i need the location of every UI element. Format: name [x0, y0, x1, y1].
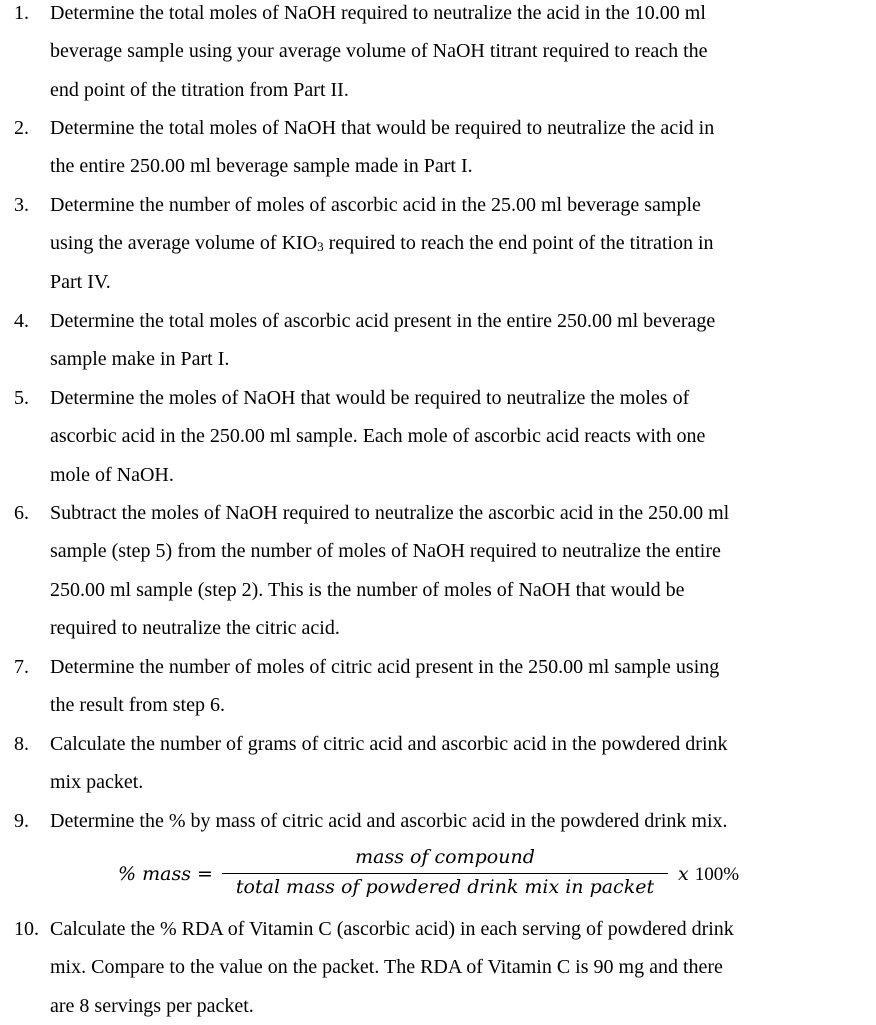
item-line: Determine the total moles of NaOH required to neutralize the acid in the 10.00 ml [50, 2, 706, 24]
item-line: Part IV. [50, 270, 111, 293]
item-number: 5. [14, 387, 29, 409]
item-number: 9. [14, 810, 29, 832]
item-line: required to neutralize the citric acid. [50, 617, 340, 640]
item-line: the entire 250.00 ml beverage sample made in Part I. [50, 155, 473, 178]
item-number: 3. [14, 194, 29, 216]
item-line: Subtract the moles of NaOH required to neutralize the ascorbic acid in the 250.00 ml [50, 502, 730, 524]
item-number: 7. [14, 656, 29, 678]
item-line: sample (step 5) from the number of moles of NaOH required to neutralize the entire [50, 540, 721, 563]
item-number: 2. [14, 117, 29, 139]
item-line [50, 224, 840, 262]
item-number: 6. [14, 502, 29, 524]
item-line: beverage sample using your average volume of NaOH titrant required to reach the [50, 40, 708, 63]
item-text [50, 186, 840, 301]
kio-subscript: 3 [317, 239, 324, 255]
item-line: Determine the number of moles of ascorbic acid in the 25.00 ml beverage sample [50, 194, 701, 216]
item-text [50, 302, 840, 379]
formula-rhs [678, 863, 739, 886]
percent-mass-formula [0, 840, 876, 904]
item-line: Determine the % by mass of citric acid and ascorbic acid in the powdered drink mix. [50, 810, 728, 832]
kio-text: using the average volume of KIO [50, 232, 318, 255]
formula-percent: 100% [694, 864, 740, 885]
item-line: Determine the number of moles of citric acid present in the 250.00 ml sample using [50, 656, 720, 678]
item-text [50, 648, 840, 725]
item-text [50, 910, 840, 1025]
item-text [50, 379, 840, 494]
item-number: 1. [14, 2, 29, 24]
item-line: ascorbic acid in the 250.00 ml sample. Each mole of ascorbic acid reacts with one [50, 425, 706, 448]
item-line: Calculate the % RDA of Vitamin C (ascorbic acid) in each serving of powdered drink [50, 918, 734, 940]
item-line: mole of NaOH. [50, 463, 174, 486]
formula-numerator: mass of compound [355, 846, 535, 868]
formula-lhs: % mass = [118, 863, 213, 885]
item-line: end point of the titration from Part II. [50, 78, 349, 101]
item-line: mix packet. [50, 771, 144, 794]
item-text [50, 494, 840, 648]
item-line: Determine the moles of NaOH that would be required to neutralize the moles of [50, 387, 690, 409]
item-line: Determine the total moles of NaOH that would be required to neutralize the acid in [50, 117, 715, 139]
item-line: are 8 servings per packet. [50, 994, 254, 1017]
item-line: Calculate the number of grams of citric acid and ascorbic acid in the powdered drink [50, 733, 728, 755]
item-number: 4. [14, 310, 29, 332]
item-line: Determine the total moles of ascorbic acid present in the entire 250.00 ml beverage [50, 310, 716, 332]
item-text [50, 725, 840, 802]
formula-denominator: total mass of powdered drink mix in packet [235, 876, 655, 898]
formula-multiplier: x [678, 863, 689, 885]
item-line: 250.00 ml sample (step 2). This is the number of moles of NaOH that would be [50, 578, 685, 601]
item-text [50, 109, 840, 186]
item-number: 8. [14, 733, 29, 755]
item-text [50, 802, 840, 840]
item-line: the result from step 6. [50, 694, 225, 717]
item-line: sample make in Part I. [50, 348, 230, 371]
kio-rest: required to reach the end point of the titration in [323, 232, 714, 255]
item-text [50, 0, 840, 109]
fraction-bar [222, 873, 668, 874]
item-line: mix. Compare to the value on the packet. The RDA of Vitamin C is 90 mg and there [50, 956, 723, 979]
item-number: 10. [14, 918, 39, 940]
